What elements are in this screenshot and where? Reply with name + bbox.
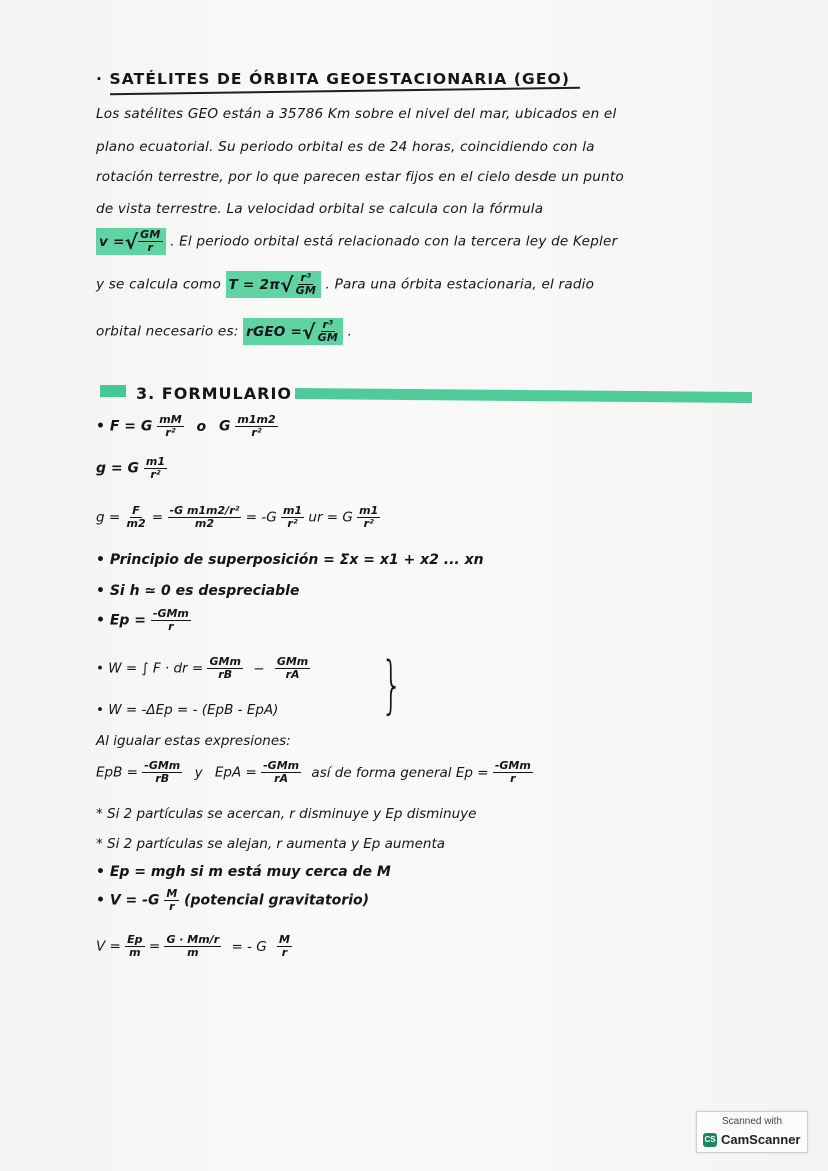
- formula-work-integral: • W = ∫ F · dr = $\frac{\text{GMm}}{rB}$ − $\frac{\text{GMm}}{rA}$: [96, 655, 309, 681]
- scanned-with-text: Scanned with: [721, 1116, 783, 1127]
- formula-g: g = G $\frac{m1}{\text{r²}}$: [96, 455, 165, 481]
- camscanner-logo-icon: CS: [703, 1133, 717, 1147]
- formula-g-vector: g = $\frac{F}{m2}$ = $\frac{\text{-G m1m2/r²}}{m2}$ = -G $\frac{m1}{\text{r²}}$ ur = G $\frac{m1}{\text{r²}}$: [96, 504, 379, 530]
- geo-line-7: orbital necesario es: rGEO = √ $\frac{\text{r³}}{GM}$ .: [96, 318, 353, 344]
- geo-line-1: Los satélites GEO están a 35786 Km sobre el nivel del mar, ubicados en el: [96, 106, 617, 122]
- geo-line-4: de vista terrestre. La velocidad orbital se calcula con la fórmula: [96, 201, 544, 217]
- note-approach: * Si 2 partículas se acercan, r disminuye y Ep disminuye: [96, 806, 477, 822]
- title-underline: [110, 87, 580, 96]
- formula-work-energy: • W = -ΔEp = - (EpB - EpA): [96, 702, 279, 718]
- radius-formula: rGEO = √ $\frac{\text{r³}}{GM}$: [243, 318, 343, 345]
- curly-brace: }: [380, 648, 403, 721]
- geo-line-2: plano ecuatorial. Su periodo orbital es de 24 horas, coincidiendo con la: [96, 139, 595, 155]
- geo-line-3: rotación terrestre, por lo que parecen estar fijos en el cielo desde un punto: [96, 169, 624, 185]
- section-title-geo: · SATÉLITES DE ÓRBITA GEOESTACIONARIA (GEO): [96, 70, 571, 88]
- geo-line-6: y se calcula como T = 2π √ $\frac{\text{r³}}{GM}$ . Para una órbita estacionaria, el radio: [96, 271, 595, 297]
- velocity-formula: v = √ $\frac{GM}{r}$: [96, 228, 166, 255]
- formula-mgh: • Ep = mgh si m está muy cerca de M: [96, 864, 391, 880]
- camscanner-watermark: [696, 1111, 808, 1153]
- period-formula: T = 2π √ $\frac{\text{r³}}{GM}$: [226, 271, 321, 298]
- note-separate: * Si 2 partículas se alejan, r aumenta y Ep aumenta: [96, 836, 446, 852]
- section-marker: [100, 385, 126, 397]
- formula-ep: • Ep = $\frac{\text{-GMm}}{r}$: [96, 607, 189, 633]
- note-h-negligible: • Si h ≃ 0 es despreciable: [96, 583, 300, 599]
- formula-potential: • V = -G $\frac{M}{r}$ (potencial gravitatorio): [96, 887, 370, 913]
- geo-line-5: v = √ $\frac{GM}{r}$ . El periodo orbital está relacionado con la tercera ley de Kepler: [96, 228, 617, 255]
- section-title-formulario: 3. FORMULARIO: [136, 384, 292, 403]
- formula-ep-general: EpB = $\frac{\text{-GMm}}{rB}$ y EpA = $\frac{\text{-GMm}}{rA}$ así de forma general Ep = $\frac{\text{-GMm}}{r}$: [96, 759, 531, 785]
- formula-force: • F = G $\frac{mM}{\text{r²}}$ o G $\frac{m1m2}{\text{r²}}$: [96, 413, 276, 439]
- formula-potential-derivation: V = $\frac{Ep}{m}$ = $\frac{G \cdot Mm/r}{m}$ = - G $\frac{M}{r}$: [96, 933, 290, 959]
- formula-superposition: • Principio de superposición = Σx = x1 + x2 ... xn: [96, 552, 484, 568]
- camscanner-brand-text: CamScanner: [721, 1132, 801, 1147]
- text-equating: Al igualar estas expresiones:: [96, 733, 291, 749]
- section-highlight-bar: [295, 388, 752, 403]
- camscanner-brand: [703, 1132, 800, 1147]
